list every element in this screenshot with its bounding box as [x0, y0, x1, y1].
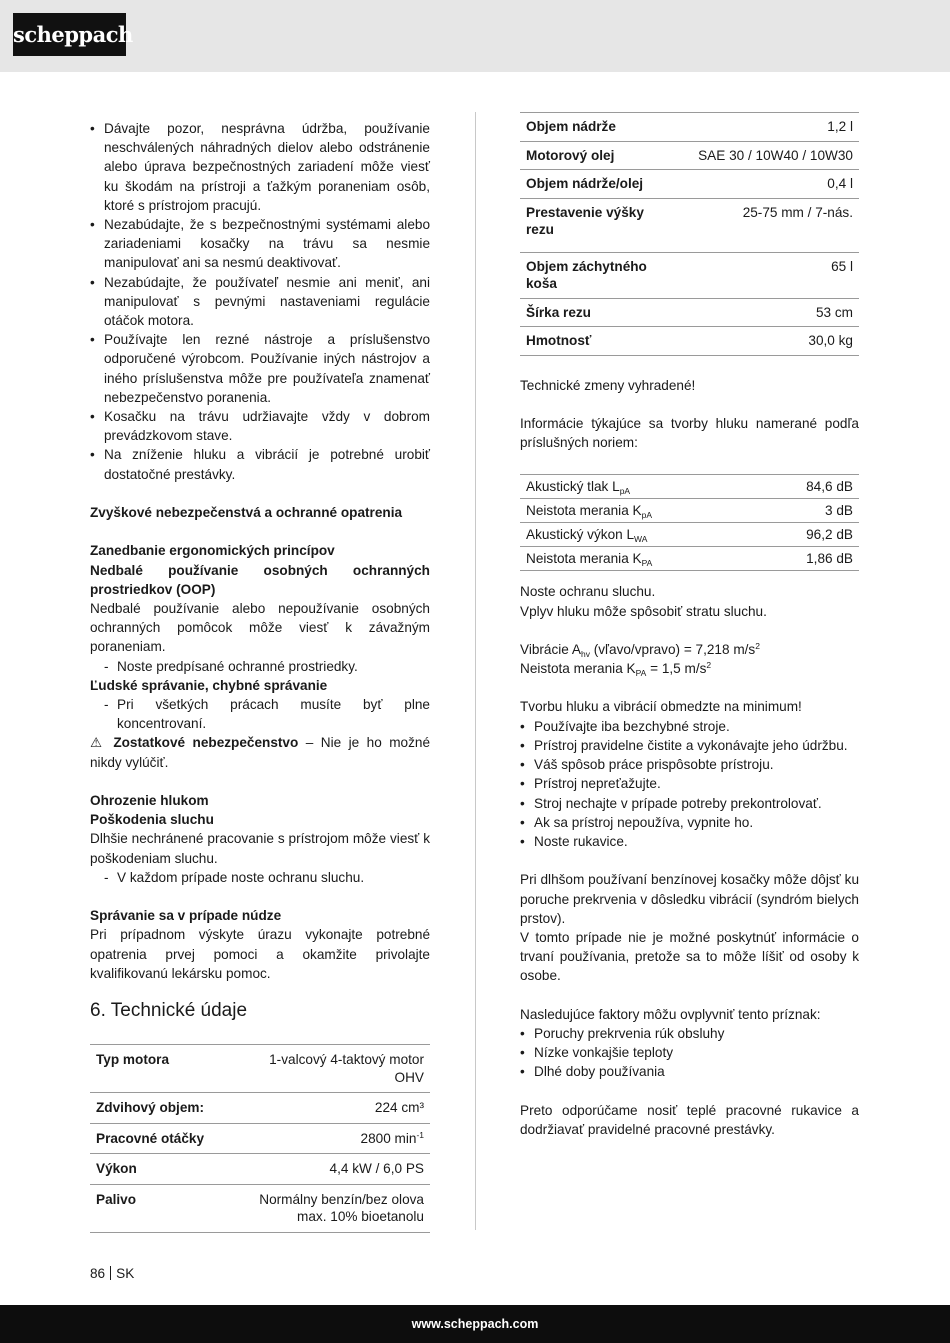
noise-table: [520, 474, 859, 571]
residual-heading: Zvyškové nebezpečenstvá a ochranné opatrenia: [90, 505, 403, 521]
spec-value: 1,2 l: [680, 113, 859, 142]
list-item: • Poruchy prekrvenia rúk obsluhy: [520, 1024, 859, 1043]
hearing-dash: - V každom prípade noste ochranu sluchu.: [90, 868, 430, 887]
table-row: [520, 547, 859, 571]
spec-value: Normálny benzín/bez olova max. 10% bioetanolu: [240, 1184, 430, 1232]
warning-bold: Zostatkové nebezpečenstvo: [113, 735, 299, 751]
no-info-text: V tomto prípade nie je možné poskytnúť informácie o trvaní používania, pretože sa to môže líšiť od osoby k osobe.: [520, 929, 859, 984]
spec-value: 53 cm: [680, 298, 859, 327]
spec-key: Šírka rezu: [520, 298, 680, 327]
list-item: • Stroj nechajte v prípade potreby prekontrolovať.: [520, 794, 859, 813]
noise-heading: Ohrozenie hlukom: [90, 793, 209, 809]
table-row: [520, 298, 859, 327]
table-row: [90, 1184, 430, 1232]
table-row: [520, 113, 859, 142]
column-divider: [475, 112, 476, 1230]
list-item: • Nízke vonkajšie teploty: [520, 1043, 859, 1062]
spec-value: [240, 1123, 430, 1154]
vibration-uncertainty: Neistota merania $K_{PA} = 1,5$ $m/s^2$: [520, 660, 712, 679]
table-row: [520, 475, 859, 499]
page-footer: [0, 1305, 950, 1343]
table-row: [520, 198, 859, 252]
list-item: • Prístroj pravidelne čistite a vykonávajte jeho údržbu.: [520, 736, 859, 755]
list-item: • Používajte len rezné nástroje a príslušenstvo odporučené výrobcom. Používanie iných nástrojov a iného príslušenstva môže pre používateľa znamenať nebezpečenstvo poranenia.: [90, 330, 430, 407]
table-row: [520, 327, 859, 356]
spec-value: 25-75 mm / 7-nás.: [680, 198, 859, 252]
table-row: [520, 141, 859, 170]
spec-value: 0,4 l: [680, 170, 859, 199]
table-row: [520, 523, 859, 547]
factors-intro: Nasledujúce faktory môžu ovplyvniť tento príznak:: [520, 1006, 821, 1022]
spec-key: Prestavenie výšky rezu: [520, 198, 680, 252]
human-dash: - Pri všetkých prácach musíte byť plne koncentrovaní.: [90, 695, 430, 733]
spec-key: Palivo: [90, 1184, 240, 1232]
spec-value: 1-valcový 4-taktový motor OHV: [240, 1045, 430, 1093]
spec-value: 30,0 kg: [680, 327, 859, 356]
spec-table-right: [520, 112, 859, 356]
emergency-text: Pri prípadnom výskyte úrazu vykonajte potrebné opatrenia prvej pomoci a okamžite privolajte kvalifikovanú lekársku pomoc.: [90, 927, 430, 981]
noise-value: 3 dB: [758, 499, 859, 523]
spec-value: 4,4 kW / 6,0 PS: [240, 1154, 430, 1185]
list-item: • Dlhé doby používania: [520, 1062, 859, 1081]
footer-url[interactable]: www.scheppach.com: [411, 1317, 539, 1331]
noise-value: 1,86 dB: [758, 547, 859, 571]
hearing-loss-note: Vplyv hluku môže spôsobiť stratu sluchu.: [520, 603, 767, 619]
hearing-text: Dlhšie nechránené pracovanie s prístrojom môže viesť k poškodeniam sluchu.: [90, 831, 430, 866]
table-row: [520, 252, 859, 298]
long-use-text: Pri dlhšom používaní benzínovej kosačky môže dôjsť ku poruche prekrvenia v dôsledku vibrácií (syndróm bielych prstov).: [520, 872, 859, 926]
spec-key: Zdvihový objem:: [90, 1093, 240, 1124]
list-item: • Nezabúdajte, že s bezpečnostnými systémami alebo zariadeniami kosačky na trávu sa nesmie manipulovať ani sa nesmú deaktivovať.: [90, 215, 430, 273]
minimize-note: Tvorbu hluku a vibrácií obmedzte na minimum!: [520, 699, 802, 715]
table-row: [520, 170, 859, 199]
changes-note: Technické zmeny vyhradené!: [520, 377, 696, 393]
noise-intro: Informácie týkajúce sa tvorby hluku namerané podľa príslušných noriem:: [520, 415, 859, 451]
hearing-protection-note: Noste ochranu sluchu.: [520, 584, 656, 600]
spec-value-sup: -1: [416, 1129, 424, 1140]
emergency-heading: Správanie sa v prípade núdze: [90, 908, 282, 924]
list-item: • Prístroj nepreťažujte.: [520, 774, 859, 793]
warning-icon: ⚠: [90, 735, 106, 751]
list-item: • Ak sa prístroj nepoužíva, vypnite ho.: [520, 813, 859, 832]
spec-key: Objem záchytného koša: [520, 252, 680, 298]
table-row: [90, 1154, 430, 1185]
spec-key: Objem nádrže: [520, 113, 680, 142]
table-row: [90, 1045, 430, 1093]
left-column: [90, 119, 430, 1233]
spec-table-left: [90, 1044, 430, 1233]
list-item: • Noste rukavice.: [520, 832, 859, 851]
spec-value: 65 l: [680, 252, 859, 298]
ergo-heading: Zanedbanie ergonomických princípov: [90, 543, 335, 559]
ppe-heading: Nedbalé používanie osobných ochranných prostriedkov (OOP): [90, 562, 430, 597]
page-header: [0, 0, 950, 72]
spec-key: Typ motora: [90, 1045, 240, 1093]
noise-key: Neistota merania $K_{pA}$: [520, 499, 758, 523]
spec-key: Hmotnosť: [520, 327, 680, 356]
ppe-text: Nedbalé používanie alebo nepoužívanie osobných ochranných pomôcok môže viesť k závažným poraneniam.: [90, 601, 430, 655]
spec-key: Motorový olej: [520, 141, 680, 170]
spec-value: 224 cm³: [240, 1093, 430, 1124]
noise-value: 84,6 dB: [758, 475, 859, 499]
scheppach-logo: scheppach: [13, 13, 126, 56]
hearing-heading: Poškodenia sluchu: [90, 812, 214, 828]
ppe-dash: - Noste predpísané ochranné prostriedky.: [90, 657, 430, 676]
recommend-text: Preto odporúčame nosiť teplé pracovné rukavice a dodržiavať pravidelné pracovné prestávky.: [520, 1102, 859, 1137]
right-column: [520, 112, 859, 1139]
noise-key: Neistota merania $K_{PA}$: [520, 547, 758, 571]
table-row: [90, 1093, 430, 1124]
list-item: • Na zníženie hluku a vibrácií je potrebné urobiť dostatočné prestávky.: [90, 445, 430, 483]
spec-key: Objem nádrže/olej: [520, 170, 680, 199]
list-item: • Nezabúdajte, že používateľ nesmie ani meniť, ani manipulovať s pevnými nastaveniami regulácie otáčok motora.: [90, 273, 430, 331]
noise-key: Akustický výkon $L_{WA}$: [520, 523, 758, 547]
table-row: [90, 1123, 430, 1154]
list-item: • Používajte iba bezchybné stroje.: [520, 717, 859, 736]
noise-key: Akustický tlak $L_{pA}$: [520, 475, 758, 499]
vibration-value: Vibrácie $A_{hv}$ (vľavo/vpravo) = 7,218 $m/s^2$: [520, 640, 760, 659]
warning-note: [90, 733, 430, 771]
page-number-separator: [110, 1266, 111, 1280]
spec-key: Výkon: [90, 1154, 240, 1185]
list-item: • Dávajte pozor, nesprávna údržba, používanie neschválených náhradných dielov alebo odstránenie alebo úprava bezpečnostných zariadení môže viesť ku škodám na prístroji a ťažkým poraneniam osôb, ktoré s prístrojom pracujú.: [90, 119, 430, 215]
spec-value-text: 2800 min: [360, 1130, 417, 1146]
page-language: SK: [116, 1266, 135, 1281]
list-item: • Kosačku na trávu udržiavajte vždy v dobrom prevádzkovom stave.: [90, 407, 430, 445]
section-title: 6. Technické údaje: [90, 1000, 248, 1022]
spec-value: SAE 30 / 10W40 / 10W30: [680, 141, 859, 170]
page-number: [90, 1264, 134, 1283]
warning-rest: – Nie je ho možné nikdy vylúčiť.: [90, 735, 430, 770]
noise-value: 96,2 dB: [758, 523, 859, 547]
human-heading: Ľudské správanie, chybné správanie: [90, 677, 328, 693]
spec-key: Pracovné otáčky: [90, 1123, 240, 1154]
page-number-value: 86: [90, 1266, 106, 1281]
table-row: [520, 499, 859, 523]
list-item: • Váš spôsob práce prispôsobte prístroju.: [520, 755, 859, 774]
